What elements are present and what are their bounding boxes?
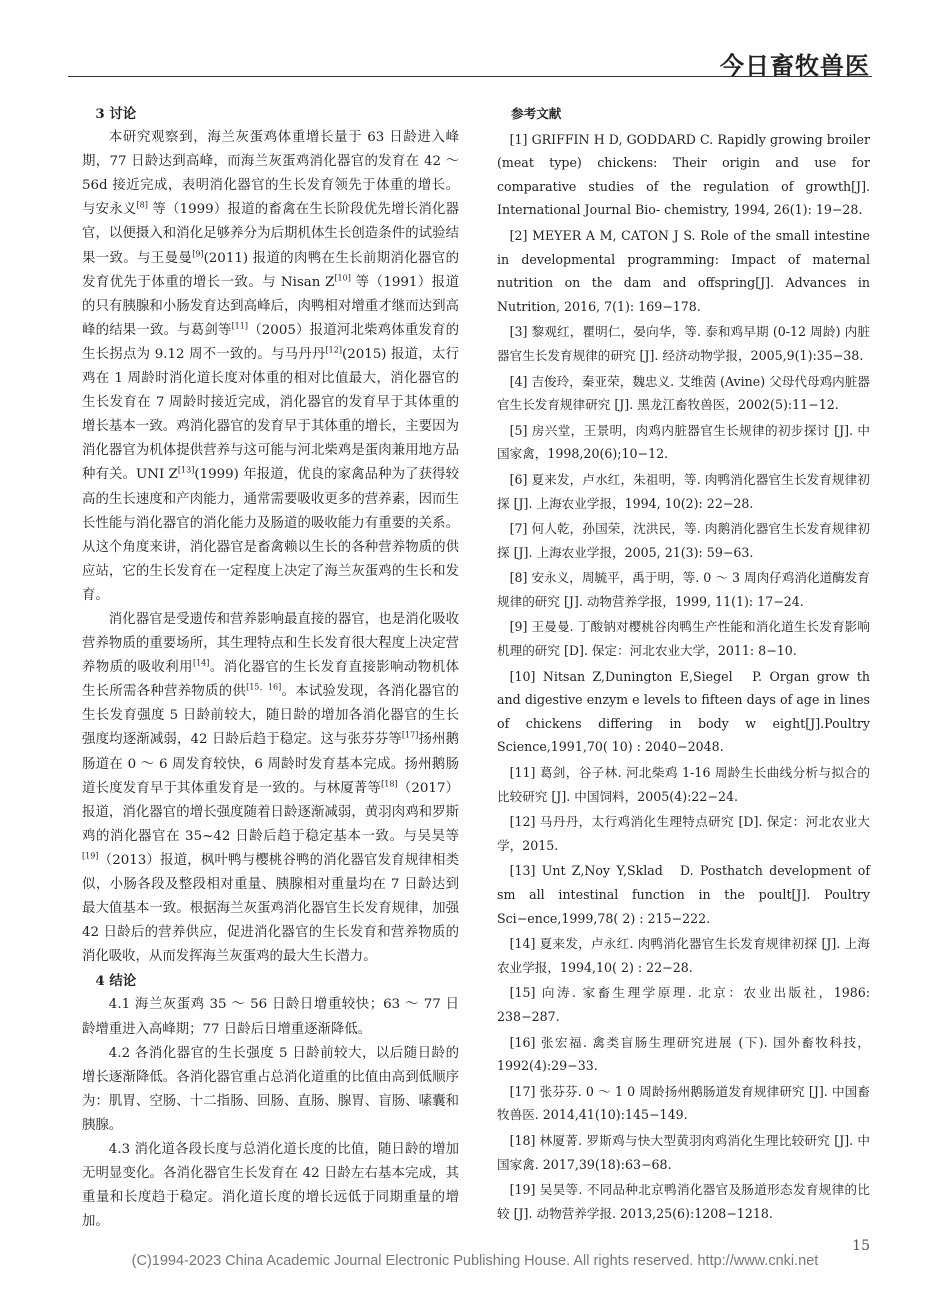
citation: [8]	[136, 200, 148, 210]
section-title-conclusion: 4 结论	[95, 973, 137, 990]
citation: [12]	[325, 345, 342, 355]
citation: [18]	[381, 779, 398, 789]
page-number: 15	[852, 1238, 870, 1254]
reference-item: [4] 吉俊玲，秦亚荣，魏忠义. 艾维茵 (Avine) 父母代母鸡内脏器官生长发育规律研究 [J]. 黑龙江畜牧兽医，2002(5):11−12.	[497, 373, 870, 413]
copyright-footer: (C)1994-2023 China Academic Journal Electronic Publishing House. All rights reserved. http://www.cnki.net	[131, 1253, 819, 1269]
conclusion-4-2: 4.2 各消化器官的生长强度 5 日龄前较大，以后随日龄的增长逐渐降低。各消化器官重占总消化道重的比值由高到低顺序为：肌胃、空肠、十二指肠、回肠、直肠、腺胃、盲肠、嗉囊和胰腺。	[82, 1045, 459, 1133]
reference-item: [14] 夏来发，卢永红. 肉鸭消化器官生长发育规律初探 [J]. 上海农业学报，1994,10( 2) : 22−28.	[497, 936, 870, 975]
citation: [13]	[177, 465, 195, 475]
reference-item: [10] Nitsan Z,Dunington E,Siegel P. Organ grow th and digestive enzym e levels to fifteen days of age in lines of chickens differing in body w eight[J].Poultry Science,1991,70( 10) : 2040−2048.	[497, 668, 870, 755]
discussion-paragraph-2: 消化器官是受遗传和营养影响最直接的器官，也是消化吸收营养物质的重要场所，其生理特点和生长发育很大程度上决定营养物质的吸收利用[14]。消化器官的生长发育直接影响动物机体生长所需各种营养物质的供[15，16]。本试验发现，各消化器官的生长发育强度 5 日龄前较大，随日龄的增加各消化器官的生长强度均逐渐减弱，42 日龄后趋于稳定。这与张芬芬等[17]扬州鹅肠道在 0 ～ 6 周发育较快，6 周龄时发育基本完成。扬州鹅肠道长度发育早于其体重发育是一致的。与林厦菁等[18]（2017）报道，消化器官的增长强度随着日龄逐渐减弱，黄羽肉鸡和罗斯鸡的消化器官在 35~42 日龄后趋于稳定基本一致。与吴昊等[19]（2013）报道，枫叶鸭与樱桃谷鸭的消化器官发育规律相类似，小肠各段及整段相对重量、胰腺相对重量均在 7 日龄达到最大值基本一致。根据海兰灰蛋鸡消化器官生长发育规律，加强 42 日龄后的营养供应，促进消化器官的生长发育和营养物质的消化吸收，从而发挥海兰灰蛋鸡的最大生长潜力。	[82, 611, 460, 965]
citation: [10]	[334, 273, 351, 283]
references-column	[497, 102, 870, 1227]
reference-item: [7] 何人乾，孙国荣，沈洪民，等. 肉鹅消化器官生长发育规律初探 [J]. 上海农业学报，2005, 21(3): 59−63.	[497, 521, 870, 560]
reference-item: [13] Unt Z,Noy Y,Sklad D. Posthatch development of sm all intestinal function in the poult[J]. Poultry Sci−ence,1999,78( 2) : 215−222.	[497, 863, 870, 926]
reference-item: [3] 黎观红，瞿明仁，晏向华，等. 泰和鸡早期 (0-12 周龄) 内脏器官生长发育规律的研究 [J]. 经济动物学报，2005,9(1):35−38.	[497, 324, 870, 363]
journal-title: 今日畜牧兽医	[720, 51, 870, 80]
reference-item: [17] 张芬芬. 0 ～ 1 0 周龄扬州鹅肠道发育规律研究 [J]. 中国畜牧兽医. 2014,41(10):145−149.	[497, 1083, 870, 1123]
conclusion-4-3: 4.3 消化道各段长度与总消化道长度的比值，随日龄的增加无明显变化。各消化器官生长发育在 42 日龄左右基本完成，其重量和长度趋于稳定。消化道长度的增长远低于同期重量的增加。	[82, 1142, 459, 1230]
reference-item: [19] 吴昊等. 不同品种北京鸭消化器官及肠道形态发育规律的比较 [J]. 动物营养学报. 2013,25(6):1208−1218.	[497, 1182, 870, 1221]
citation: [17]	[401, 730, 419, 740]
reference-item: [15] 向涛. 家畜生理学原理. 北京：农业出版社，1986: 238−287.	[497, 985, 870, 1024]
conclusion-4-1: 4.1 海兰灰蛋鸡 35 ～ 56 日龄日增重较快；63 ～ 77 日龄增重进入高峰期；77 日龄后日增重逐渐降低。	[82, 997, 459, 1037]
reference-item: [12] 马丹丹，太行鸡消化生理特点研究 [D]. 保定：河北农业大学，2015.	[497, 814, 870, 853]
citation: [15，16]	[246, 682, 282, 692]
reference-item: [2] MEYER A M, CATON J S. Role of the small intestine in developmental programming: Impact of maternal nutrition on the dam and offspring[J]. Advances in Nutrition, 2016, 7(1): 169−178.	[497, 227, 870, 314]
reference-item: [1] GRIFFIN H D, GODDARD C. Rapidly growing broiler (meat type) chickens: Their origin and use for comparative studies of the regulation of growth[J]. International Journal Bio- chemistry, 1994, 26(1): 19−28.	[497, 131, 870, 218]
reference-item: [16] 张宏福. 禽类盲肠生理研究进展 (下). 国外畜牧科技，1992(4):29−33.	[497, 1034, 870, 1074]
reference-item: [5] 房兴堂，王景明，肉鸡内脏器官生长规律的初步探讨 [J]. 中国家禽，1998,20(6);10−12.	[497, 422, 870, 462]
reference-item: [6] 夏来发，卢水红，朱祖明，等. 肉鸭消化器官生长发育规律初探 [J]. 上海农业学报，1994, 10(2): 22−28.	[497, 471, 870, 511]
discussion-paragraph-1: 本研究观察到，海兰灰蛋鸡体重增长量于 63 日龄进入峰期，77 日龄达到高峰，而海兰灰蛋鸡消化器官的发育在 42 ～ 56d 接近完成，表明消化器官的生长发育领先于体重的增长。与安永义[8] 等（1999）报道的畜禽在生长阶段优先增长消化器官，以便摄入和消化足够养分为后期机体生长创造条件的试验结果一致。与王曼曼[9](2011) 报道的肉鸭在生长前期消化器官的发育优先于体重的增长一致。与 Nisan Z[10] 等（1991）报道的只有胰腺和小肠发育达到高峰后，肉鸭相对增重才继而达到高峰的结果一致。与葛剑等[11]（2005）报道河北柴鸡体重发育的生长拐点为 9.12 周不一致的。与马丹丹[12](2015) 报道，太行鸡在 1 周龄时消化道长度对体重的相对比值最大，消化器官的生长发育在 7 周龄时接近完成，消化器官的发育早于其体重的增长基本一致。鸡消化器官的发育早于其体重的增长，主要因为消化器官为机体提供营养与这可能与河北柴鸡是蛋肉兼用地方品种有关。UNI Z[13](1999) 年报道，优良的家禽品种为了获得较高的生长速度和产肉能力，通常需要吸收更多的营养素，因而生长性能与消化器官的消化能力及肠道的吸收能力有重要的关系。从这个角度来讲，消化器官是畜禽赖以生长的各种营养物质的供应站，它的生长发育在一定程度上决定了海兰灰蛋鸡的生长和发育。	[82, 130, 460, 603]
citation: [14]	[192, 658, 210, 668]
section-title-discussion: 3 讨论	[95, 106, 137, 122]
citation: [11]	[231, 321, 248, 331]
reference-item: [9] 王曼曼. 丁酸钠对樱桃谷肉鸭生产性能和消化道生长发育影响机理的研究 [D]. 保定：河北农业大学，2011: 8−10.	[497, 619, 870, 659]
citation: [9]	[192, 249, 204, 259]
reference-item: [18] 林厦菁. 罗斯鸡与快大型黄羽肉鸡消化生理比较研究 [J]. 中国家禽. 2017,39(18):63−68.	[497, 1132, 870, 1172]
reference-item: [8] 安永义，周毓平，禹于明，等. 0 ～ 3 周肉仔鸡消化道酶发育规律的研究 [J]. 动物营养学报，1999, 11(1): 17−24.	[497, 570, 870, 609]
header-divider	[68, 76, 872, 77]
reference-item: [11] 葛剑，谷子林. 河北柴鸡 1-16 周龄生长曲线分析与拟合的比较研究 [J]. 中国饲料，2005(4):22−24.	[497, 765, 870, 804]
citation: [19]	[82, 851, 99, 861]
references-heading: 参考文献	[511, 106, 562, 121]
left-column	[82, 102, 459, 1234]
